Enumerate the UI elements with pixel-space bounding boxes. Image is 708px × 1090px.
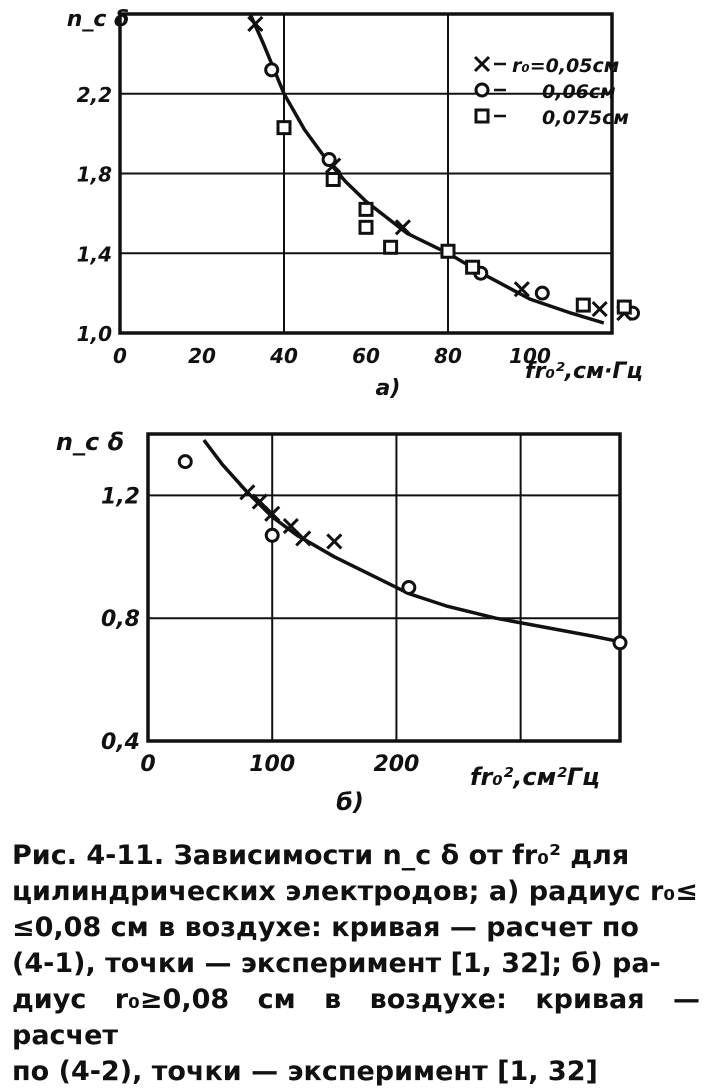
- x-tick-label: 60: [352, 344, 380, 368]
- data-point-square: [278, 122, 290, 134]
- x-axis-label: fr₀²,см·Гц: [525, 359, 643, 384]
- caption-line: по (4-2), точки — эксперимент [1, 32]: [12, 1056, 598, 1087]
- x-tick-label: 0: [113, 344, 127, 368]
- y-axis-label: n_c δ: [55, 428, 125, 456]
- data-point-square: [618, 301, 630, 313]
- data-point-o: [266, 64, 278, 76]
- figure-caption: [12, 838, 700, 1090]
- data-point-x: [593, 302, 607, 316]
- legend-marker-x: [475, 57, 489, 71]
- data-point-square: [385, 241, 397, 253]
- calculated-curve: [204, 440, 670, 652]
- caption-line: ≤0,08 см в воздухе: кривая — расчет по: [12, 912, 639, 943]
- caption-line: диус r₀≥0,08 см в воздухе: кривая — расчет: [12, 984, 700, 1051]
- data-point-o: [614, 637, 626, 649]
- x-tick-label: 200: [373, 752, 420, 777]
- chart-a: [0, 0, 708, 410]
- data-point-o: [536, 287, 548, 299]
- y-tick-label: 0,8: [101, 607, 140, 633]
- y-tick-label: 1,4: [76, 242, 112, 267]
- caption-line: (4-1), точки — эксперимент [1, 32]; б) ра-: [12, 948, 661, 979]
- data-point-o: [323, 154, 335, 166]
- legend-marker-o: [476, 84, 488, 96]
- data-point-square: [360, 221, 372, 233]
- y-tick-label: 0,4: [101, 730, 140, 755]
- data-point-square: [467, 261, 479, 273]
- data-point-o: [266, 529, 278, 541]
- chart-b: [0, 410, 708, 820]
- plot-frame: [148, 434, 620, 741]
- data-point-o: [179, 456, 191, 468]
- data-point-square: [577, 299, 589, 311]
- data-point-square: [327, 173, 339, 185]
- data-point-o: [403, 582, 415, 594]
- y-tick-label: 1,0: [76, 322, 112, 346]
- y-tick-label: 2,2: [76, 82, 112, 107]
- data-point-square: [360, 203, 372, 215]
- legend-entry: 0,075см: [542, 107, 629, 129]
- y-tick-label: 1,8: [76, 162, 112, 187]
- y-tick-label: 1,2: [101, 484, 140, 510]
- legend-marker-square: [476, 110, 488, 122]
- data-point-square: [442, 245, 454, 257]
- legend-entry: r₀=0,05см: [512, 55, 620, 77]
- caption-line: Рис. 4-11. Зависимости n_c δ от fr₀² для: [12, 840, 630, 871]
- x-tick-label: 80: [434, 344, 462, 368]
- x-tick-label: 40: [270, 344, 298, 368]
- data-point-x: [327, 534, 341, 548]
- x-axis-label: fr₀²,см²Гц: [470, 763, 600, 791]
- x-tick-label: 20: [188, 344, 216, 368]
- panel-label: б): [336, 788, 364, 816]
- x-tick-label: 100: [509, 344, 551, 368]
- data-point-x: [240, 485, 254, 499]
- calculated-curve: [243, 0, 604, 323]
- x-tick-label: 100: [249, 752, 296, 777]
- caption-line: цилиндрических электродов; а) радиус r₀≤: [12, 876, 698, 907]
- legend-entry: 0,06см: [542, 81, 616, 103]
- y-axis-label: n_c δ: [66, 7, 130, 32]
- data-point-x: [296, 531, 310, 545]
- panel-label: а): [375, 376, 401, 401]
- x-tick-label: 0: [140, 752, 156, 777]
